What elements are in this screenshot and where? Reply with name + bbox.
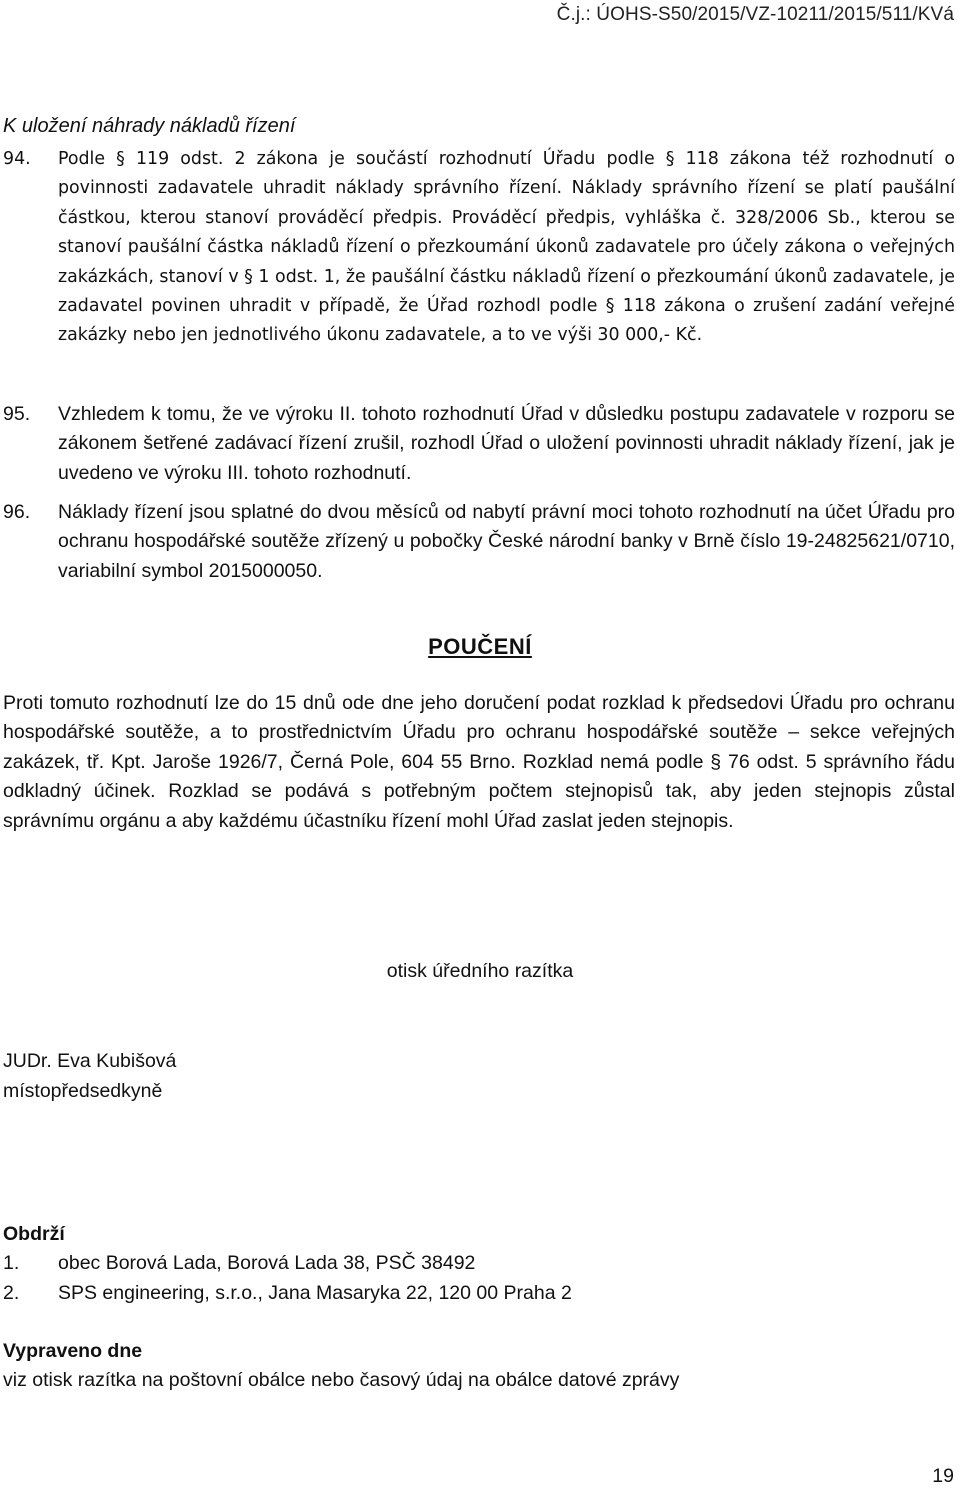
list-item-text: obec Borová Lada, Borová Lada 38, PSČ 38492 [58,1252,476,1275]
recipients-heading: Obdrží [3,1223,65,1245]
recipients-block [3,1220,572,1308]
section-heading: K uložení náhrady nákladů řízení [3,115,296,137]
dispatch-heading: Vypraveno dne [3,1340,143,1362]
paragraph-text: Podle § 119 odst. 2 zákona je součástí rozhodnutí Úřadu podle § 118 zákona též rozhodnutí o povinnosti zadavatele uhradit náklady správního řízení. Náklady správního řízení se platí paušální částkou, kterou stanoví prováděcí předpis. Prováděcí předpis, vyhláška č. 328/2006 Sb., kterou se stanoví paušální částka nákladů řízení o přezkoumání úkonů zadavatele pro účely zákona o veřejných zakázkách, stanoví v § 1 odst. 1, že paušální částku nákladů řízení o přezkoumání úkonů zadavatele, je zadavatel povinen uhradit v případě, že Úřad rozhodl podle § 118 zákona o zrušení zadání veřejné zakázky nebo jen jednotlivého úkonu zadavatele, a to ve výši 30 000,- Kč. [58,149,955,346]
case-reference: Č.j.: ÚOHS-S50/2015/VZ-10211/2015/511/KVá [556,4,954,25]
paragraph-text: Náklady řízení jsou splatné do dvou měsíců od nabytí právní moci tohoto rozhodnutí na účet Úřadu pro ochranu hospodářské soutěže zřízený u pobočky České národní banky v Brně číslo 19-24825621/0710, variabilní symbol 2015000050. [58,501,955,582]
paragraph-number: 96. [3,501,31,523]
paragraph-94 [3,145,955,351]
stamp-note [0,960,960,983]
signature-block [3,1046,176,1106]
list-item-number: 2. [3,1281,20,1304]
dispatch-block [3,1337,679,1396]
paragraph-number: 95. [3,403,31,425]
paragraph-text: Vzhledem k tomu, že ve výroku II. tohoto rozhodnutí Úřad v důsledku postupu zadavatele v rozporu se zákonem šetřené zadávací řízení zrušil, rozhodl Úřad o uložení povinnosti uhradit náklady řízení, jak je uvedeno ve výroku III. tohoto rozhodnutí. [58,403,955,484]
list-item-number: 1. [3,1252,20,1275]
dispatch-text: viz otisk razítka na poštovní obálce nebo časový údaj na obálce datové zprávy [3,1369,680,1392]
list-item [3,1249,572,1278]
paragraph-number: 94. [3,149,31,169]
instruction-title: POUČENÍ [428,634,532,659]
page-number: 19 [932,1465,954,1487]
paragraph-95 [3,400,955,488]
stamp-note-text: otisk úředního razítka [386,960,574,982]
paragraph-96 [3,498,955,586]
list-item [3,1279,572,1308]
instruction-text: Proti tomuto rozhodnutí lze do 15 dnů ode dne jeho doručení podat rozklad k předsedovi Úřadu pro ochranu hospodářské soutěže, a to prostřednictvím Úřadu pro ochranu hospodářské soutěže – sekce veřejných zakázek, tř. Kpt. Jaroše 1926/7, Černá Pole, 604 55 Brno. Rozklad nemá podle § 76 odst. 5 správního řádu odkladný účinek. Rozklad se podává s potřebným počtem stejnopisů tak, aby jeden stejnopis zůstal správnímu orgánu a aby každému účastníku řízení mohl Úřad zaslat jeden stejnopis. [3,692,955,832]
signer-title: místopředsedkyně [3,1080,163,1102]
list-item-text: SPS engineering, s.r.o., Jana Masaryka 22, 120 00 Praha 2 [58,1281,572,1304]
signer-name: JUDr. Eva Kubišová [3,1050,177,1072]
